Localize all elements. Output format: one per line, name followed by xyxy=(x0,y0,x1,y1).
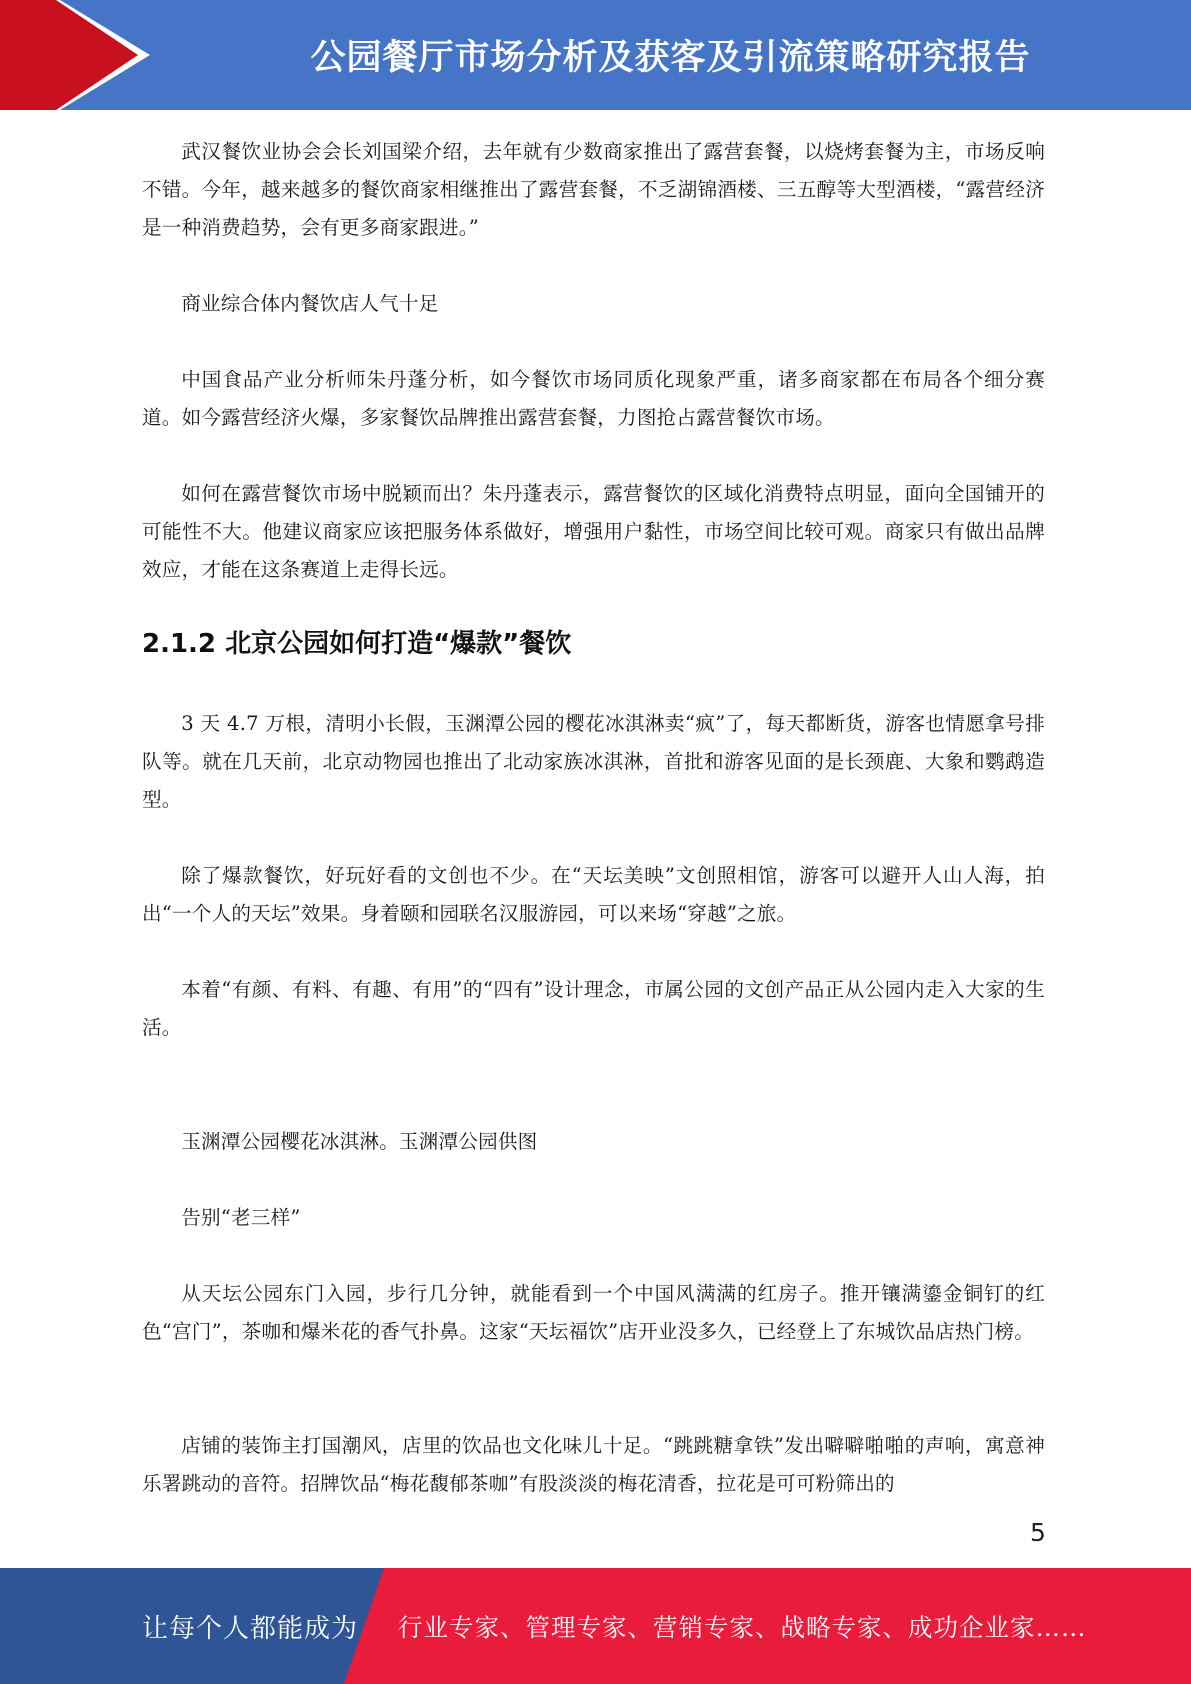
paragraph-cultural-creative: 除了爆款餐饮，好玩好看的文创也不少。在“天坛美映”文创照相馆，游客可以避开人山人海，拍出“一个人的天坛”效果。身着颐和园联名汉服游园，可以来场“穿越”之旅。 xyxy=(142,864,1045,925)
footer-slogan-right: 行业专家、管理专家、营销专家、战略专家、成功企业家…… xyxy=(398,1612,1087,1642)
page-header xyxy=(0,0,1191,110)
paragraph-wuhan-catering: 武汉餐饮业协会会长刘国梁介绍，去年就有少数商家推出了露营套餐，以烧烤套餐为主，市场反响不错。今年，越来越多的餐饮商家相继推出了露营套餐，不乏湖锦酒楼、三五醇等大型酒楼，“露营经济是一种消费趋势，会有更多商家跟进。” xyxy=(142,140,1045,239)
section-heading: 2.1.2 北京公园如何打造“爆款”餐饮 xyxy=(142,629,572,659)
page-number: 5 xyxy=(1030,1518,1046,1547)
paragraph-zhu-danpeng-analysis: 中国食品产业分析师朱丹蓬分析，如今餐饮市场同质化现象严重，诸多商家都在布局各个细分赛道。如今露营经济火爆，多家餐饮品牌推出露营套餐，力图抢占露营餐饮市场。 xyxy=(142,368,1045,429)
paragraph-subheading-farewell: 告别“老三样” xyxy=(181,1206,301,1229)
footer-slogan-left: 让每个人都能成为 xyxy=(142,1613,359,1644)
paragraph-ice-cream: 3 天 4.7 万根，清明小长假，玉渊潭公园的樱花冰淇淋卖“疯”了，每天都断货，游客也情愿拿号排队等。就在几天前，北京动物园也推出了北动家族冰淇淋，首批和游客见面的是长颈鹿、大象和鹦鹉造型。 xyxy=(142,712,1045,811)
paragraph-stand-out: 如何在露营餐饮市场中脱颖而出？朱丹蓬表示，露营餐饮的区域化消费特点明显，面向全国铺开的可能性不大。他建议商家应该把服务体系做好，增强用户黏性，市场空间比较可观。商家只有做出品牌效应，才能在这条赛道上走得长远。 xyxy=(142,482,1045,581)
image-caption: 玉渊潭公园樱花冰淇淋。玉渊潭公园供图 xyxy=(181,1130,538,1153)
red-chevron-decoration xyxy=(0,0,160,110)
paragraph-four-haves: 本着“有颜、有料、有趣、有用”的“四有”设计理念，市属公园的文创产品正从公园内走入大家的生活。 xyxy=(142,978,1045,1039)
paragraph-shop-decor: 店铺的装饰主打国潮风，店里的饮品也文化味儿十足。“跳跳糖拿铁”发出噼噼啪啪的声响，寓意神乐署跳动的音符。招牌饮品“梅花馥郁茶咖”有股淡淡的梅花清香，拉花是可可粉筛出的 xyxy=(142,1434,1045,1495)
paragraph-temple-of-heaven-shop: 从天坛公园东门入园，步行几分钟，就能看到一个中国风满满的红房子。推开镶满鎏金铜钉的红色“宫门”，茶咖和爆米花的香气扑鼻。这家“天坛福饮”店开业没多久，已经登上了东城饮品店热门榜。 xyxy=(142,1282,1045,1343)
report-title: 公园餐厅市场分析及获客及引流策略研究报告 xyxy=(310,38,1031,78)
chevron-red-fill xyxy=(0,0,138,110)
page-footer xyxy=(0,1568,1191,1684)
paragraph-subheading-mall: 商业综合体内餐饮店人气十足 xyxy=(181,292,439,315)
